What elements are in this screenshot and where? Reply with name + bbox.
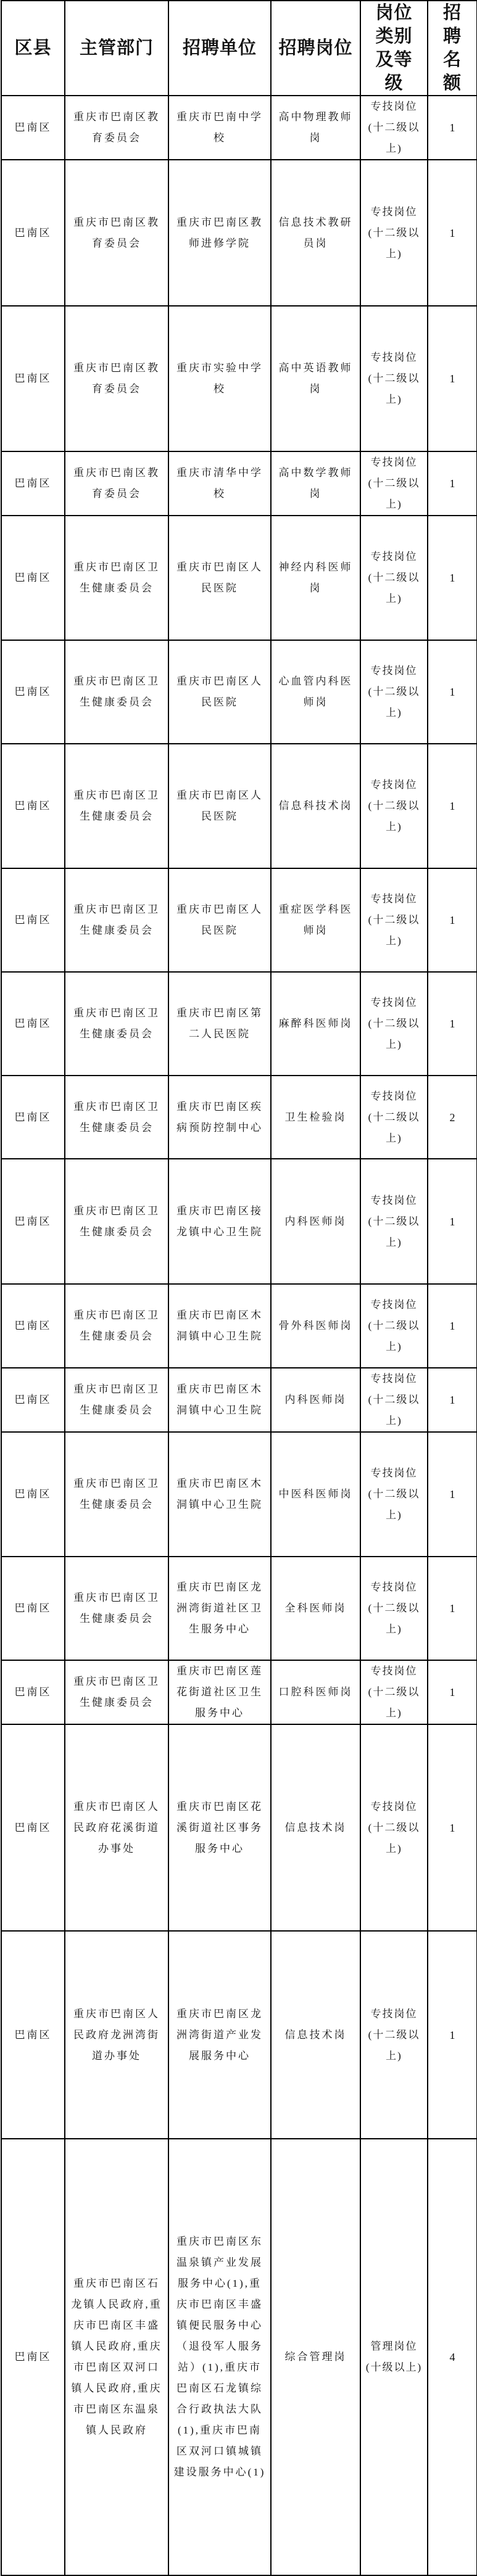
table-row [1,1724,477,1931]
cell-grade: 专技岗位(十二级以上) [360,1284,428,1368]
cell-unit: 重庆市巴南区木洞镇中心卫生院 [168,1368,271,1432]
cell-count: 1 [428,868,477,972]
table-row [1,516,477,640]
cell-post: 全科医师岗 [271,1557,360,1660]
cell-grade: 专技岗位(十二级以上) [360,1432,428,1557]
cell-count: 1 [428,1660,477,1724]
table-row [1,972,477,1076]
cell-count: 1 [428,1159,477,1284]
cell-grade: 专技岗位(十二级以上) [360,451,428,516]
cell-dept: 重庆市巴南区卫生健康委员会 [65,1432,168,1557]
cell-post: 信息技术岗 [271,1931,360,2139]
cell-count: 1 [428,306,477,451]
cell-dept: 重庆市巴南区人民政府龙洲湾街道办事处 [65,1931,168,2139]
header-count: 招聘名额 [428,1,477,96]
cell-unit: 重庆市巴南区莲花街道社区卫生服务中心 [168,1660,271,1724]
cell-grade: 专技岗位(十二级以上) [360,516,428,640]
table-row [1,744,477,868]
cell-count: 1 [428,1368,477,1432]
cell-grade: 专技岗位(十二级以上) [360,306,428,451]
cell-grade: 专技岗位(十二级以上) [360,96,428,160]
header-dept: 主管部门 [65,1,168,96]
cell-unit: 重庆市巴南区人民医院 [168,640,271,744]
cell-unit: 重庆市实验中学校 [168,306,271,451]
cell-post: 高中数学教师岗 [271,451,360,516]
cell-grade: 专技岗位(十二级以上) [360,1724,428,1931]
header-district: 区县 [1,1,65,96]
table-row [1,451,477,516]
cell-dept: 重庆市巴南区教育委员会 [65,306,168,451]
cell-grade: 专技岗位(十二级以上) [360,160,428,306]
cell-district: 巴南区 [1,1432,65,1557]
cell-count: 4 [428,2139,477,2575]
cell-dept: 重庆市巴南区教育委员会 [65,451,168,516]
cell-unit: 重庆市巴南区木洞镇中心卫生院 [168,1432,271,1557]
cell-unit: 重庆市巴南区木洞镇中心卫生院 [168,1284,271,1368]
cell-district: 巴南区 [1,1159,65,1284]
cell-post: 中医科医师岗 [271,1432,360,1557]
cell-unit: 重庆市巴南区接龙镇中心卫生院 [168,1159,271,1284]
cell-grade: 专技岗位(十二级以上) [360,1557,428,1660]
cell-post: 高中英语教师岗 [271,306,360,451]
cell-unit: 重庆市巴南区人民医院 [168,744,271,868]
cell-post: 信息科技术岗 [271,744,360,868]
cell-count: 1 [428,640,477,744]
cell-grade: 专技岗位(十二级以上) [360,972,428,1076]
table-row [1,160,477,306]
cell-post: 口腔科医师岗 [271,1660,360,1724]
cell-unit: 重庆市巴南区人民医院 [168,868,271,972]
cell-district: 巴南区 [1,744,65,868]
cell-post: 麻醉科医师岗 [271,972,360,1076]
cell-dept: 重庆市巴南区人民政府花溪街道办事处 [65,1724,168,1931]
cell-count: 1 [428,972,477,1076]
cell-district: 巴南区 [1,868,65,972]
cell-unit: 重庆市巴南区龙洲湾街道社区卫生服务中心 [168,1557,271,1660]
cell-post: 重症医学科医师岗 [271,868,360,972]
cell-district: 巴南区 [1,306,65,451]
header-row [1,1,477,96]
cell-district: 巴南区 [1,516,65,640]
cell-grade: 专技岗位(十二级以上) [360,744,428,868]
cell-unit: 重庆市巴南中学校 [168,96,271,160]
cell-dept: 重庆市巴南区石龙镇人民政府,重庆市巴南区丰盛镇人民政府,重庆市巴南区双河口镇人民政府,重庆市巴南区东温泉镇人民政府 [65,2139,168,2575]
cell-district: 巴南区 [1,640,65,744]
cell-post: 骨外科医师岗 [271,1284,360,1368]
cell-count: 2 [428,1076,477,1159]
cell-district: 巴南区 [1,2139,65,2575]
cell-post: 心血管内科医师岗 [271,640,360,744]
cell-district: 巴南区 [1,1931,65,2139]
cell-dept: 重庆市巴南区卫生健康委员会 [65,1368,168,1432]
table-body [1,96,477,2575]
cell-dept: 重庆市巴南区卫生健康委员会 [65,972,168,1076]
cell-post: 信息技术教研员岗 [271,160,360,306]
cell-post: 高中物理教师岗 [271,96,360,160]
cell-district: 巴南区 [1,96,65,160]
cell-dept: 重庆市巴南区教育委员会 [65,160,168,306]
cell-unit: 重庆市清华中学校 [168,451,271,516]
cell-grade: 专技岗位(十二级以上) [360,868,428,972]
cell-dept: 重庆市巴南区卫生健康委员会 [65,1557,168,1660]
cell-dept: 重庆市巴南区卫生健康委员会 [65,1076,168,1159]
cell-district: 巴南区 [1,1368,65,1432]
header-grade: 岗位类别及等级 [360,1,428,96]
cell-district: 巴南区 [1,972,65,1076]
cell-dept: 重庆市巴南区卫生健康委员会 [65,1284,168,1368]
cell-count: 1 [428,451,477,516]
cell-dept: 重庆市巴南区卫生健康委员会 [65,868,168,972]
cell-grade: 专技岗位(十二级以上) [360,1159,428,1284]
cell-count: 1 [428,1724,477,1931]
cell-unit: 重庆市巴南区东温泉镇产业发展服务中心(1),重庆市巴南区丰盛镇便民服务中心（退役军人服务站）(1),重庆市巴南区石龙镇综合行政执法大队(1),重庆市巴南区双河口镇城镇建设服务中心(1) [168,2139,271,2575]
table-row [1,306,477,451]
cell-district: 巴南区 [1,160,65,306]
table-row [1,1076,477,1159]
table-row [1,1557,477,1660]
table-row [1,1432,477,1557]
table-row [1,2139,477,2575]
cell-dept: 重庆市巴南区卫生健康委员会 [65,1660,168,1724]
table-row [1,1931,477,2139]
cell-post: 内科医师岗 [271,1368,360,1432]
cell-count: 1 [428,1432,477,1557]
table-row [1,1284,477,1368]
table-row [1,868,477,972]
cell-district: 巴南区 [1,1660,65,1724]
cell-dept: 重庆市巴南区卫生健康委员会 [65,640,168,744]
table-row [1,640,477,744]
cell-post: 内科医师岗 [271,1159,360,1284]
cell-unit: 重庆市巴南区人民医院 [168,516,271,640]
cell-post: 信息技术岗 [271,1724,360,1931]
cell-dept: 重庆市巴南区卫生健康委员会 [65,516,168,640]
cell-district: 巴南区 [1,1557,65,1660]
cell-count: 1 [428,744,477,868]
header-post: 招聘岗位 [271,1,360,96]
recruitment-table [1,0,477,2576]
cell-post: 神经内科医师岗 [271,516,360,640]
cell-district: 巴南区 [1,1284,65,1368]
cell-count: 1 [428,516,477,640]
cell-count: 1 [428,1284,477,1368]
cell-unit: 重庆市巴南区疾病预防控制中心 [168,1076,271,1159]
cell-unit: 重庆市巴南区教师进修学院 [168,160,271,306]
cell-unit: 重庆市巴南区花溪街道社区事务服务中心 [168,1724,271,1931]
header-unit: 招聘单位 [168,1,271,96]
cell-grade: 专技岗位(十二级以上) [360,1076,428,1159]
cell-district: 巴南区 [1,1724,65,1931]
table-row [1,96,477,160]
cell-post: 卫生检验岗 [271,1076,360,1159]
cell-district: 巴南区 [1,1076,65,1159]
table-row [1,1368,477,1432]
cell-grade: 专技岗位(十二级以上) [360,1931,428,2139]
cell-count: 1 [428,1931,477,2139]
cell-count: 1 [428,1557,477,1660]
cell-unit: 重庆市巴南区第二人民医院 [168,972,271,1076]
table-row [1,1660,477,1724]
cell-unit: 重庆市巴南区龙洲湾街道产业发展服务中心 [168,1931,271,2139]
cell-count: 1 [428,96,477,160]
cell-dept: 重庆市巴南区卫生健康委员会 [65,1159,168,1284]
table-row [1,1159,477,1284]
cell-count: 1 [428,160,477,306]
cell-post: 综合管理岗 [271,2139,360,2575]
cell-district: 巴南区 [1,451,65,516]
cell-grade: 专技岗位(十二级以上) [360,640,428,744]
cell-grade: 专技岗位(十二级以上) [360,1660,428,1724]
cell-grade: 专技岗位(十二级以上) [360,1368,428,1432]
cell-dept: 重庆市巴南区卫生健康委员会 [65,744,168,868]
cell-grade: 管理岗位(十级以上) [360,2139,428,2575]
cell-dept: 重庆市巴南区教育委员会 [65,96,168,160]
